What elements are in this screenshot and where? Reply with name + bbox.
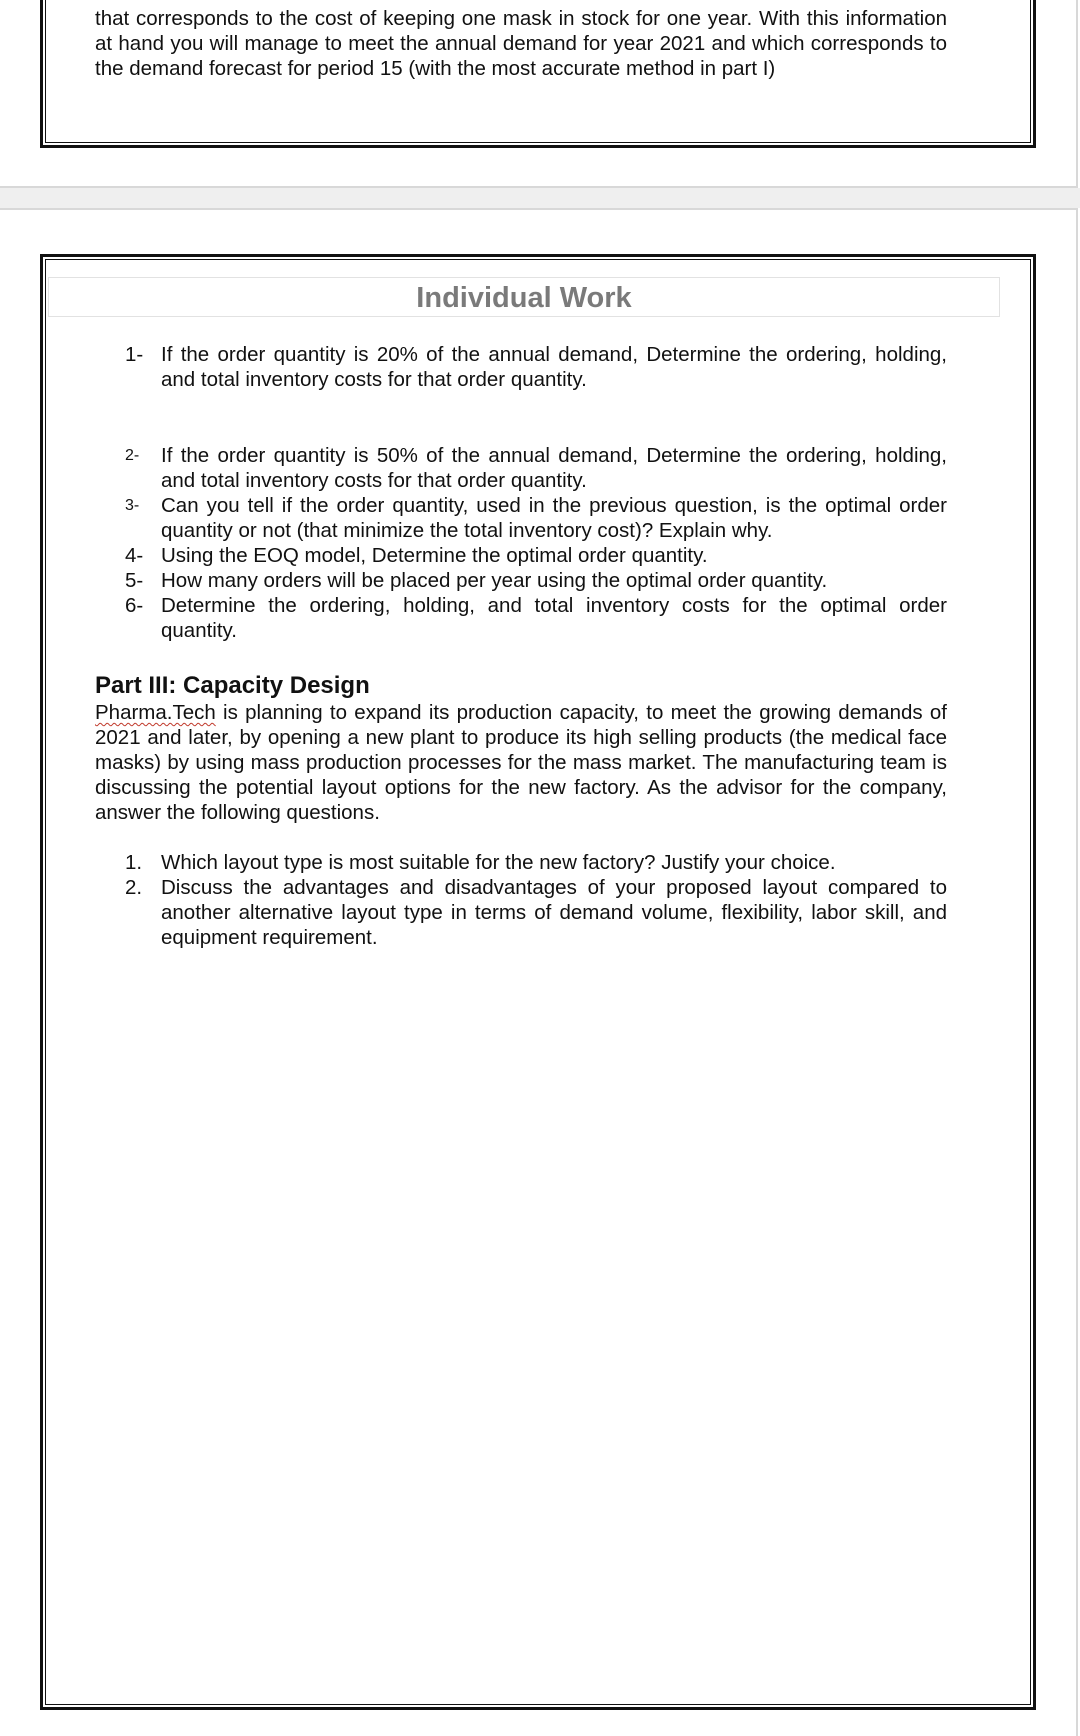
list-item-text: Which layout type is most suitable for the new factory? Justify your choice. xyxy=(161,851,836,874)
part3-paragraph-text: is planning to expand its production capacity, to meet the growing demands of 2021 and later, by opening a new plant to produce its high selling products (the medical face masks) by using mass production processes for the mass market. The manufacturing team is discussing the potential layout options for the new factory. As the advisor for the company, answer the following questions. xyxy=(95,701,947,824)
top-paragraph: that corresponds to the cost of keeping one mask in stock for one year. With this information at hand you will manage to meet the annual demand for year 2021 and which corresponds to the demand forecast for period 15 (with the most accurate method in part I) xyxy=(95,7,947,80)
list-item-text: Using the EOQ model, Determine the optimal order quantity. xyxy=(161,544,708,567)
list-item-text: How many orders will be placed per year using the optimal order quantity. xyxy=(161,569,828,592)
list-item-text: Discuss the advantages and disadvantages of your proposed layout compared to another alternative layout type in terms of demand volume, flexibility, labor skill, and equipment requirement. xyxy=(161,876,947,949)
list-item-number: 6- xyxy=(125,594,144,617)
individual-work-list-part1 xyxy=(125,342,947,392)
list-item-text: If the order quantity is 20% of the annual demand, Determine the ordering, holding, and total inventory costs for that order quantity. xyxy=(161,343,947,391)
list-item-text: Determine the ordering, holding, and total inventory costs for the optimal order quantity. xyxy=(161,594,947,642)
individual-work-title-box xyxy=(48,277,1000,317)
list-item-text: Can you tell if the order quantity, used in the previous question, is the optimal order quantity or not (that minimize the total inventory cost)? Explain why. xyxy=(161,494,947,542)
part3-paragraph xyxy=(95,700,947,825)
individual-work-list-part2 xyxy=(125,443,947,643)
document-page-top xyxy=(0,0,1078,188)
part3-heading: Part III: Capacity Design xyxy=(95,672,370,699)
list-item-number: 4- xyxy=(125,544,144,567)
list-item-text: If the order quantity is 50% of the annual demand, Determine the ordering, holding, and total inventory costs for that order quantity. xyxy=(161,444,947,492)
individual-work-title: Individual Work xyxy=(416,282,632,314)
list-item-number: 2. xyxy=(125,876,143,899)
list-item-number: 2- xyxy=(125,447,140,464)
page-gap xyxy=(0,188,1080,208)
list-item xyxy=(125,850,947,875)
list-item-number: 1- xyxy=(125,343,144,366)
company-name: Pharma.Tech xyxy=(95,701,216,724)
document-page-bottom xyxy=(0,208,1078,1736)
list-item xyxy=(125,875,947,950)
list-item xyxy=(125,568,947,593)
list-item xyxy=(125,593,947,643)
list-item-number: 1. xyxy=(125,851,143,874)
list-item xyxy=(125,493,947,543)
list-item xyxy=(125,443,947,493)
list-item xyxy=(125,342,947,392)
list-item-number: 5- xyxy=(125,569,144,592)
list-item xyxy=(125,543,947,568)
part3-questions-list xyxy=(125,850,947,950)
list-item-number: 3- xyxy=(125,497,140,514)
